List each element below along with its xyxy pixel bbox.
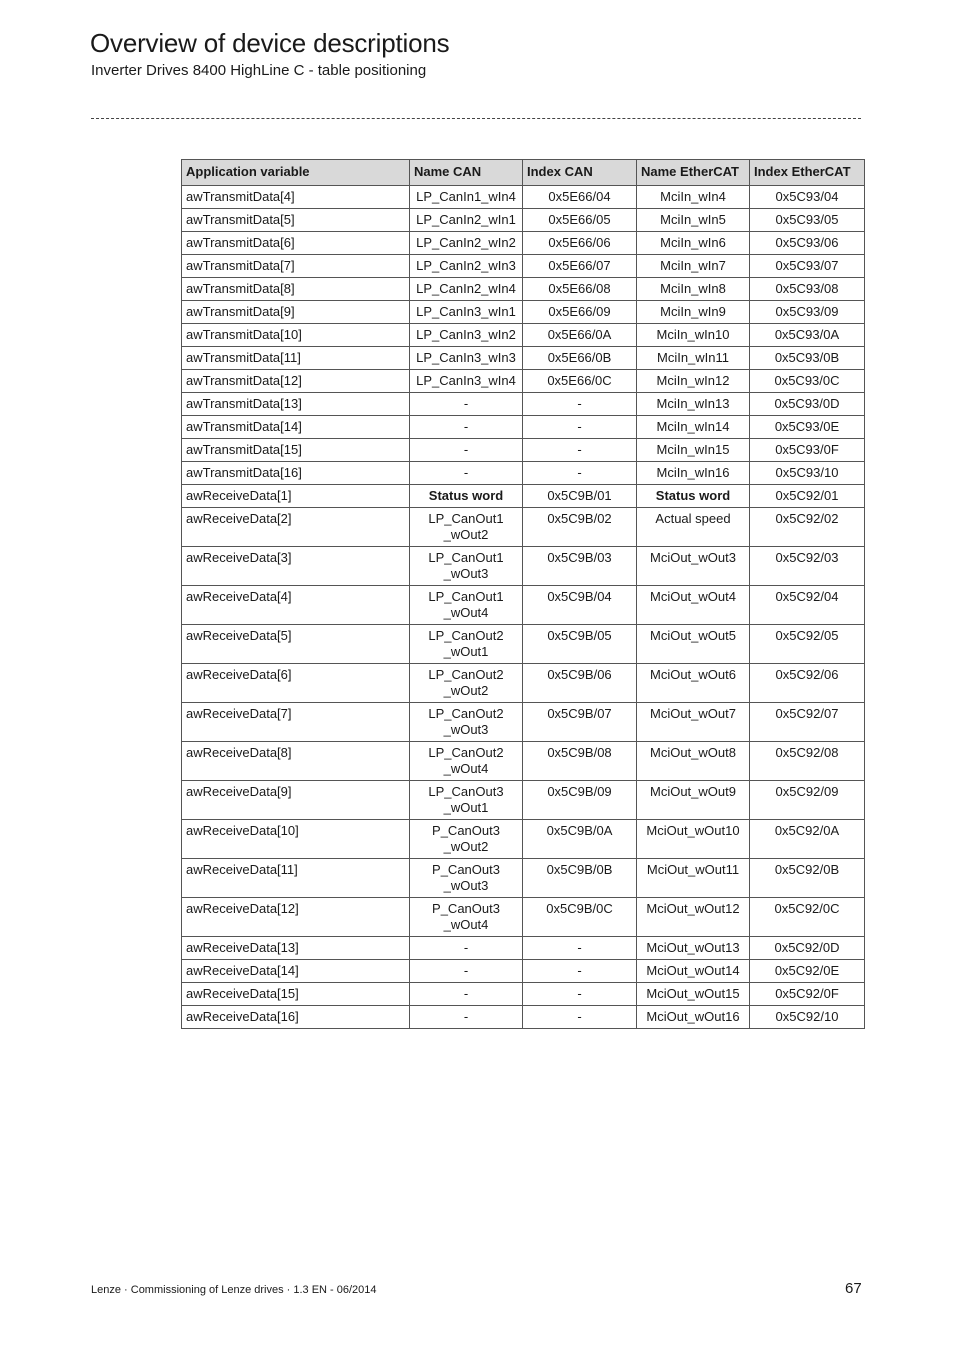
table-body xyxy=(182,186,865,1029)
column-header: Name EtherCAT xyxy=(637,160,750,186)
table-cell: 0x5C93/04 xyxy=(750,186,865,209)
table-cell: MciOut_wOut12 xyxy=(637,898,750,937)
table-cell: - xyxy=(410,937,523,960)
table-cell: 0x5C92/08 xyxy=(750,742,865,781)
table-cell: 0x5C93/0A xyxy=(750,324,865,347)
table-cell: awTransmitData[14] xyxy=(182,416,410,439)
table-row xyxy=(182,937,865,960)
table-cell: awReceiveData[12] xyxy=(182,898,410,937)
table-cell: MciOut_wOut3 xyxy=(637,547,750,586)
table-cell: LP_CanOut3 _wOut1 xyxy=(410,781,523,820)
table-cell: MciOut_wOut15 xyxy=(637,983,750,1006)
table-row xyxy=(182,898,865,937)
table-row xyxy=(182,625,865,664)
table-row xyxy=(182,485,865,508)
table-row xyxy=(182,960,865,983)
table-cell: MciIn_wIn4 xyxy=(637,186,750,209)
table-cell: MciOut_wOut11 xyxy=(637,859,750,898)
table-cell: 0x5C92/0B xyxy=(750,859,865,898)
table-cell: LP_CanIn2_wIn4 xyxy=(410,278,523,301)
table-cell: awTransmitData[13] xyxy=(182,393,410,416)
table-cell: 0x5C9B/08 xyxy=(523,742,637,781)
table-cell: - xyxy=(410,1006,523,1029)
table-cell: - xyxy=(523,462,637,485)
table-cell: MciIn_wIn7 xyxy=(637,255,750,278)
table-cell: 0x5C9B/05 xyxy=(523,625,637,664)
table-row xyxy=(182,859,865,898)
table-cell: 0x5E66/06 xyxy=(523,232,637,255)
table-row xyxy=(182,742,865,781)
table-cell: - xyxy=(523,416,637,439)
table-cell: - xyxy=(410,960,523,983)
table-row xyxy=(182,370,865,393)
table-cell: P_CanOut3 _wOut3 xyxy=(410,859,523,898)
page-number: 67 xyxy=(845,1280,862,1297)
table-cell: Status word xyxy=(410,485,523,508)
table-row xyxy=(182,255,865,278)
table-cell: - xyxy=(410,416,523,439)
table-cell: 0x5C93/0F xyxy=(750,439,865,462)
table-cell: awReceiveData[3] xyxy=(182,547,410,586)
table-cell: 0x5C93/0E xyxy=(750,416,865,439)
table-cell: Actual speed xyxy=(637,508,750,547)
table-cell: 0x5C9B/0C xyxy=(523,898,637,937)
table-cell: LP_CanOut1 _wOut4 xyxy=(410,586,523,625)
table-cell: awReceiveData[4] xyxy=(182,586,410,625)
table-cell: LP_CanIn3_wIn1 xyxy=(410,301,523,324)
table-cell: MciIn_wIn8 xyxy=(637,278,750,301)
table-cell: 0x5C9B/01 xyxy=(523,485,637,508)
table-cell: MciIn_wIn9 xyxy=(637,301,750,324)
table-cell: LP_CanOut2 _wOut1 xyxy=(410,625,523,664)
table-cell: awTransmitData[7] xyxy=(182,255,410,278)
column-header: Index EtherCAT xyxy=(750,160,865,186)
table-cell: MciOut_wOut13 xyxy=(637,937,750,960)
table-row xyxy=(182,703,865,742)
table-cell: MciOut_wOut5 xyxy=(637,625,750,664)
table-cell: awTransmitData[8] xyxy=(182,278,410,301)
table-cell: 0x5C9B/02 xyxy=(523,508,637,547)
table-cell: 0x5E66/08 xyxy=(523,278,637,301)
table-cell: 0x5C92/0A xyxy=(750,820,865,859)
table-cell: 0x5C93/0B xyxy=(750,347,865,370)
table-cell: awTransmitData[16] xyxy=(182,462,410,485)
table-cell: 0x5C93/10 xyxy=(750,462,865,485)
table-cell: LP_CanIn3_wIn2 xyxy=(410,324,523,347)
table-cell: awReceiveData[9] xyxy=(182,781,410,820)
column-header: Index CAN xyxy=(523,160,637,186)
table-cell: P_CanOut3 _wOut2 xyxy=(410,820,523,859)
table-cell: 0x5C9B/07 xyxy=(523,703,637,742)
table-cell: - xyxy=(410,393,523,416)
table-cell: 0x5C9B/09 xyxy=(523,781,637,820)
table-cell: awTransmitData[4] xyxy=(182,186,410,209)
table-cell: P_CanOut3 _wOut4 xyxy=(410,898,523,937)
table-cell: 0x5C93/05 xyxy=(750,209,865,232)
table-cell: 0x5C92/09 xyxy=(750,781,865,820)
table-cell: 0x5C92/06 xyxy=(750,664,865,703)
table-cell: awReceiveData[5] xyxy=(182,625,410,664)
table-cell: 0x5C92/0F xyxy=(750,983,865,1006)
table-row xyxy=(182,301,865,324)
table-cell: 0x5C9B/03 xyxy=(523,547,637,586)
table-row xyxy=(182,508,865,547)
table-cell: Status word xyxy=(637,485,750,508)
table-row xyxy=(182,462,865,485)
table-cell: 0x5C93/07 xyxy=(750,255,865,278)
table-cell: 0x5C93/0C xyxy=(750,370,865,393)
table-cell: MciOut_wOut6 xyxy=(637,664,750,703)
table-cell: LP_CanIn3_wIn3 xyxy=(410,347,523,370)
page-title: Overview of device descriptions xyxy=(90,28,450,58)
table-row xyxy=(182,547,865,586)
table-cell: MciOut_wOut8 xyxy=(637,742,750,781)
table-cell: awReceiveData[11] xyxy=(182,859,410,898)
table-cell: MciIn_wIn11 xyxy=(637,347,750,370)
table-cell: awReceiveData[13] xyxy=(182,937,410,960)
table-cell: - xyxy=(523,393,637,416)
table-cell: awTransmitData[5] xyxy=(182,209,410,232)
table-cell: 0x5E66/09 xyxy=(523,301,637,324)
table-cell: MciOut_wOut10 xyxy=(637,820,750,859)
table-cell: - xyxy=(523,937,637,960)
table-cell: awReceiveData[7] xyxy=(182,703,410,742)
table-cell: awTransmitData[12] xyxy=(182,370,410,393)
table-cell: LP_CanOut1 _wOut2 xyxy=(410,508,523,547)
page-subtitle: Inverter Drives 8400 HighLine C - table positioning xyxy=(91,62,427,79)
header-divider xyxy=(91,118,861,119)
table-cell: MciOut_wOut9 xyxy=(637,781,750,820)
table-cell: LP_CanIn2_wIn1 xyxy=(410,209,523,232)
table-cell: 0x5C92/01 xyxy=(750,485,865,508)
table-cell: 0x5E66/05 xyxy=(523,209,637,232)
table-cell: LP_CanOut2 _wOut3 xyxy=(410,703,523,742)
table-row xyxy=(182,324,865,347)
variable-mapping-table xyxy=(181,159,865,1029)
table-cell: 0x5C92/07 xyxy=(750,703,865,742)
table-row xyxy=(182,820,865,859)
table-row xyxy=(182,1006,865,1029)
table-cell: 0x5C92/0D xyxy=(750,937,865,960)
table-cell: MciIn_wIn5 xyxy=(637,209,750,232)
table-cell: - xyxy=(410,439,523,462)
table-cell: - xyxy=(523,983,637,1006)
table-row xyxy=(182,416,865,439)
table-cell: awReceiveData[6] xyxy=(182,664,410,703)
table-cell: MciIn_wIn6 xyxy=(637,232,750,255)
table-cell: LP_CanIn2_wIn2 xyxy=(410,232,523,255)
table-cell: MciOut_wOut4 xyxy=(637,586,750,625)
table-cell: 0x5C92/0C xyxy=(750,898,865,937)
table-cell: 0x5C9B/0B xyxy=(523,859,637,898)
table-cell: 0x5E66/0A xyxy=(523,324,637,347)
table-cell: 0x5E66/07 xyxy=(523,255,637,278)
table-cell: awReceiveData[16] xyxy=(182,1006,410,1029)
table-cell: LP_CanOut2 _wOut2 xyxy=(410,664,523,703)
table-cell: 0x5C9B/06 xyxy=(523,664,637,703)
table-cell: 0x5C93/0D xyxy=(750,393,865,416)
table-cell: 0x5C92/05 xyxy=(750,625,865,664)
table-cell: MciIn_wIn10 xyxy=(637,324,750,347)
table-cell: LP_CanIn2_wIn3 xyxy=(410,255,523,278)
table-cell: awReceiveData[1] xyxy=(182,485,410,508)
table-cell: 0x5E66/0B xyxy=(523,347,637,370)
table-cell: 0x5E66/04 xyxy=(523,186,637,209)
table-cell: - xyxy=(523,439,637,462)
table-cell: awReceiveData[10] xyxy=(182,820,410,859)
column-header: Application variable xyxy=(182,160,410,186)
table-cell: LP_CanIn1_wIn4 xyxy=(410,186,523,209)
table-header-row xyxy=(182,160,865,186)
table-cell: LP_CanOut2 _wOut4 xyxy=(410,742,523,781)
table-cell: - xyxy=(410,462,523,485)
table-cell: awReceiveData[14] xyxy=(182,960,410,983)
table-row xyxy=(182,347,865,370)
table-cell: MciIn_wIn12 xyxy=(637,370,750,393)
table-cell: awTransmitData[9] xyxy=(182,301,410,324)
table-cell: 0x5C92/10 xyxy=(750,1006,865,1029)
table-cell: MciOut_wOut14 xyxy=(637,960,750,983)
table-row xyxy=(182,439,865,462)
table-cell: awReceiveData[8] xyxy=(182,742,410,781)
table-row xyxy=(182,232,865,255)
table-cell: LP_CanOut1 _wOut3 xyxy=(410,547,523,586)
table-cell: MciOut_wOut7 xyxy=(637,703,750,742)
table-cell: 0x5C9B/04 xyxy=(523,586,637,625)
table-cell: 0x5C92/0E xyxy=(750,960,865,983)
table-cell: MciIn_wIn13 xyxy=(637,393,750,416)
table-cell: 0x5C92/02 xyxy=(750,508,865,547)
table-row xyxy=(182,664,865,703)
table-row xyxy=(182,278,865,301)
table-cell: awTransmitData[15] xyxy=(182,439,410,462)
table-row xyxy=(182,983,865,1006)
footer-text: Lenze · Commissioning of Lenze drives · 1.3 EN - 06/2014 xyxy=(91,1284,377,1296)
table-cell: awReceiveData[2] xyxy=(182,508,410,547)
table-cell: awTransmitData[6] xyxy=(182,232,410,255)
table-cell: - xyxy=(523,960,637,983)
table-cell: 0x5C92/04 xyxy=(750,586,865,625)
table-row xyxy=(182,393,865,416)
table-cell: MciIn_wIn14 xyxy=(637,416,750,439)
column-header: Name CAN xyxy=(410,160,523,186)
table-row xyxy=(182,586,865,625)
table-cell: MciIn_wIn15 xyxy=(637,439,750,462)
table-cell: awReceiveData[15] xyxy=(182,983,410,1006)
table-cell: MciOut_wOut16 xyxy=(637,1006,750,1029)
table-cell: 0x5C92/03 xyxy=(750,547,865,586)
table-cell: MciIn_wIn16 xyxy=(637,462,750,485)
table-cell: 0x5E66/0C xyxy=(523,370,637,393)
table-cell: 0x5C93/09 xyxy=(750,301,865,324)
table-cell: LP_CanIn3_wIn4 xyxy=(410,370,523,393)
table-cell: awTransmitData[10] xyxy=(182,324,410,347)
table-cell: 0x5C93/08 xyxy=(750,278,865,301)
table-cell: - xyxy=(523,1006,637,1029)
table-cell: awTransmitData[11] xyxy=(182,347,410,370)
table-row xyxy=(182,186,865,209)
table-cell: 0x5C9B/0A xyxy=(523,820,637,859)
table-row xyxy=(182,209,865,232)
table-cell: 0x5C93/06 xyxy=(750,232,865,255)
table-row xyxy=(182,781,865,820)
table-cell: - xyxy=(410,983,523,1006)
